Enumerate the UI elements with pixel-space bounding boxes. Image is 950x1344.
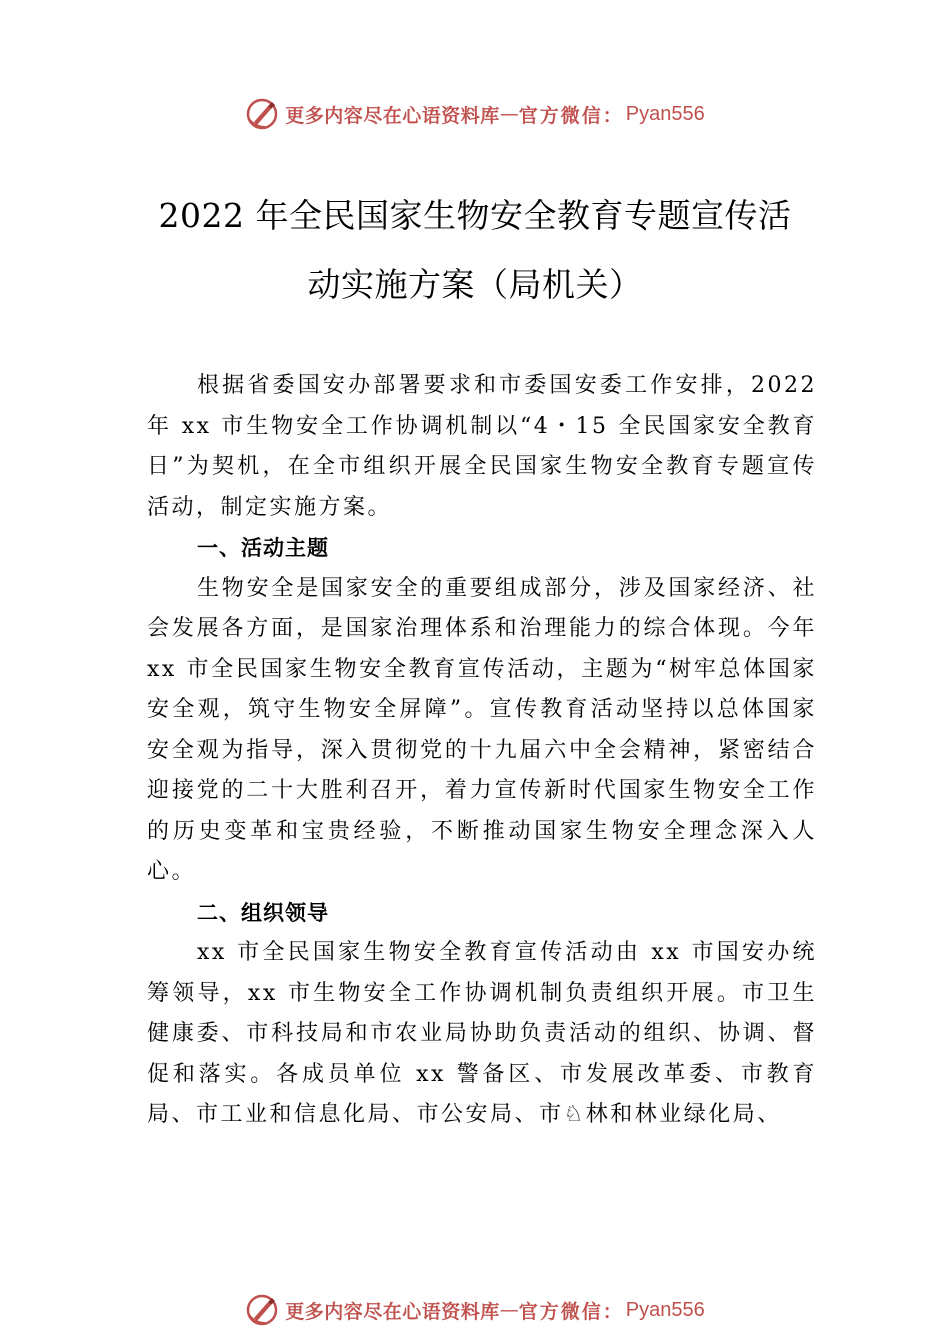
banner-dash: — — [499, 103, 519, 125]
banner-text: 更多内容尽在心语资料库 — [285, 104, 500, 127]
intro-paragraph: 根据省委国安办部署要求和市委国安委工作安排，2022 年 xx 市生物安全工作协调机制以“4・15 全民国家安全教育日”为契机，在全市组织开展全民国家生物安全教育专题宣传活动，制定实施方案。 — [147, 373, 817, 520]
footer-banner — [0, 1290, 950, 1330]
pen-circle-icon — [245, 97, 279, 131]
footer-banner-wechat-label: 官方微信： — [518, 1300, 624, 1323]
section2-paragraph: xx 市全民国家生物安全教育宣传活动由 xx 市国安办统筹领导，xx 市生物安全工作协调机制负责组织开展。市卫生健康委、市科技局和市农业局协助负责活动的组织、协调、督促和落实。各成员单位 xx 警备区、市发展改革委、市教育局、市工业和信息化局、市公安局、市♘林和林业绿化局、 — [147, 940, 817, 1127]
document-title-line1: 2022 年全民国家生物安全教育专题宣传活 — [158, 196, 792, 235]
footer-banner-wechat-id: Pyan556 — [625, 1298, 705, 1321]
section2-heading: 二、组织领导 — [197, 900, 329, 925]
section1-paragraph: 生物安全是国家安全的重要组成部分，涉及国家经济、社会发展各方面，是国家治理体系和治理能力的综合体现。今年 xx 市全民国家生物安全教育宣传活动，主题为“树牢总体国家安全观，筑守生物安全屏障”。宣传教育活动坚持以总体国家安全观为指导，深入贯彻党的十九届六中全会精神，紧密结合迎接党的二十大胜利召开，着力宣传新时代国家生物安全工作的历史变革和宝贵经验，不断推动国家生物安全理念深入人心。 — [147, 575, 817, 884]
banner-wechat-id: Pyan556 — [625, 102, 705, 125]
pen-circle-icon — [245, 1293, 279, 1327]
header-banner — [0, 94, 950, 134]
document-title-line2: 动实施方案（局机关） — [307, 265, 643, 304]
footer-banner-dash: — — [499, 1299, 519, 1321]
banner-wechat-label: 官方微信： — [518, 104, 624, 127]
section1-heading: 一、活动主题 — [197, 536, 329, 560]
footer-banner-text: 更多内容尽在心语资料库 — [285, 1300, 500, 1323]
document-body — [147, 366, 817, 1136]
